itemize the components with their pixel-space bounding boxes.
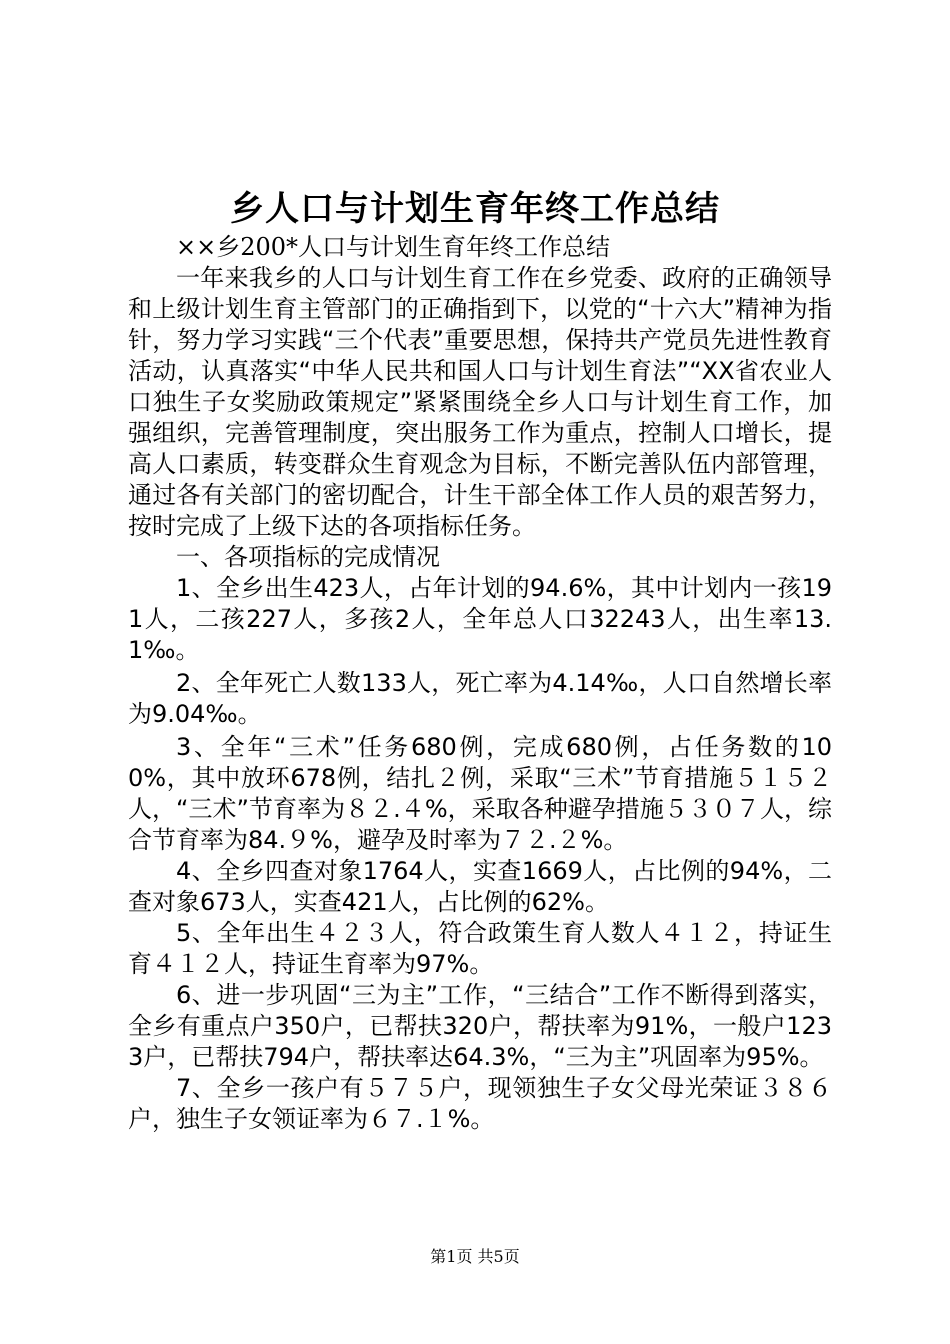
list-item: 2、全年死亡人数133人，死亡率为4.14‰，人口自然增长率为9.04‰。 xyxy=(128,669,832,728)
document-body xyxy=(128,232,832,1135)
page-footer: 第1页 共5页 xyxy=(430,1247,520,1266)
section-heading: 一、各项指标的完成情况 xyxy=(176,543,440,571)
list-item: 1、全乡出生423人，占年计划的94.6%，其中计划内一孩191人，二孩227人，多孩2人，全年总人口32243人，出生率13.1‰。 xyxy=(128,574,832,664)
list-item: 7、全乡一孩户有５７５户，现领独生子女父母光荣证３８６户，独生子女领证率为６７.１%。 xyxy=(128,1074,832,1133)
list-item: 4、全乡四查对象1764人，实查1669人，占比例的94%，二查对象673人，实查421人，占比例的62%。 xyxy=(128,857,832,916)
document-title: 乡人口与计划生育年终工作总结 xyxy=(230,189,720,229)
list-item: 6、进一步巩固“三为主”工作，“三结合”工作不断得到落实，全乡有重点户350户，已帮扶320户，帮扶率为91%，一般户1233户，已帮扶794户，帮扶率达64.3%，“三为主”巩固率为95%。 xyxy=(128,981,832,1071)
intro-paragraph: 一年来我乡的人口与计划生育工作在乡党委、政府的正确领导和上级计划生育主管部门的正确指到下，以党的“十六大”精神为指针，努力学习实践“三个代表”重要思想，保持共产党员先进性教育活动，认真落实“中华人民共和国人口与计划生育法”“XX省农业人口独生子女奖励政策规定”紧紧围绕全乡人口与计划生育工作，加强组织，完善管理制度，突出服务工作为重点，控制人口增长，提高人口素质，转变群众生育观念为目标，不断完善队伍内部管理，通过各有关部门的密切配合，计生干部全体工作人员的艰苦努力，按时完成了上级下达的各项指标任务。 xyxy=(128,264,832,540)
list-item: 3、全年“三术”任务680例，完成680例，占任务数的100%，其中放环678例，结扎２例，采取“三术”节育措施５１５２人，“三术”节育率为８２.４%，采取各种避孕措施５３０７人，综合节育率为84.９%，避孕及时率为７２.２%。 xyxy=(128,733,832,854)
list-item: 5、全年出生４２３人，符合政策生育人数人４１２，持证生育４１２人，持证生育率为97%。 xyxy=(128,919,832,978)
document-subtitle: ××乡200*人口与计划生育年终工作总结 xyxy=(176,233,611,261)
